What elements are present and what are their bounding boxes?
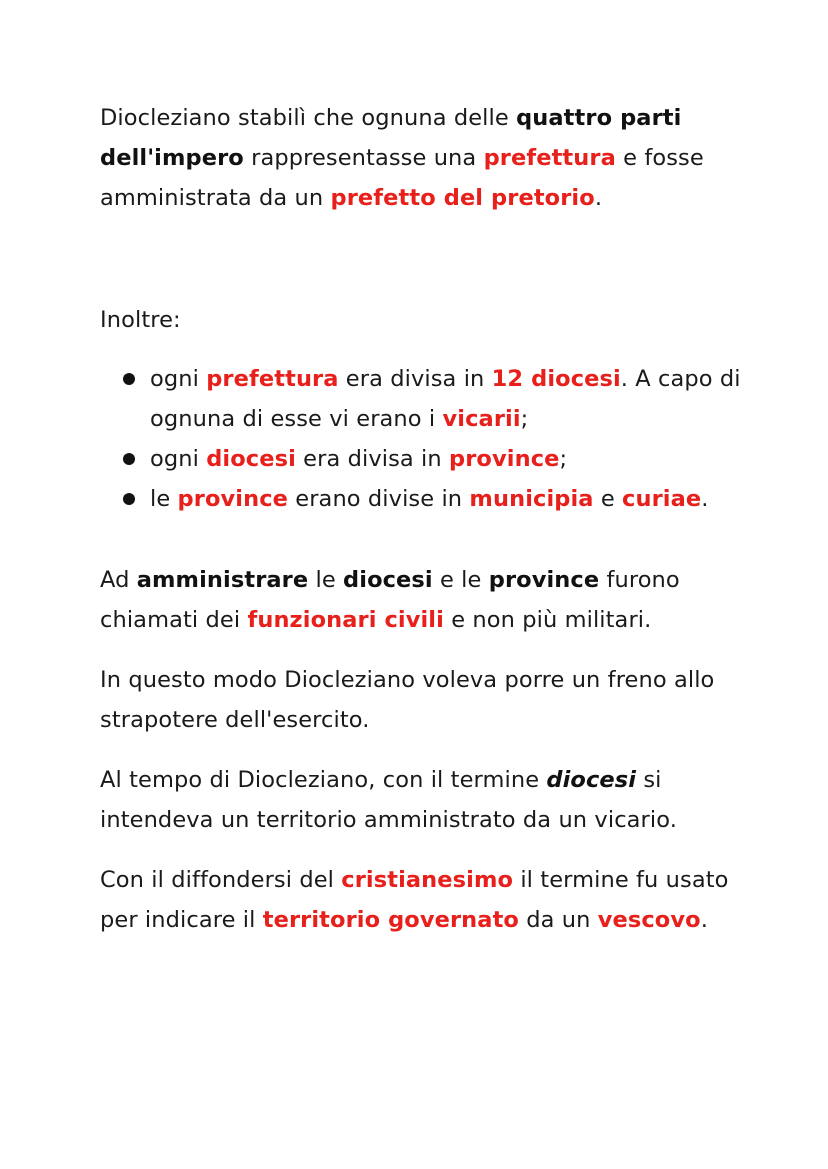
text-span: Ad [100, 567, 137, 593]
bullet-icon [123, 493, 135, 505]
paragraph-amministrare [100, 560, 760, 640]
paragraph-cristianesimo [100, 860, 760, 940]
text-span: e [593, 486, 623, 512]
bullet-icon [123, 453, 135, 465]
highlight-term: 12 diocesi [491, 366, 621, 392]
text-span: rappresentasse una [243, 145, 484, 171]
bold-term: diocesi [343, 567, 433, 593]
highlight-term: prefettura [206, 366, 339, 392]
bold-italic-term: diocesi [546, 767, 637, 793]
paragraph-intro [100, 98, 760, 218]
highlight-term: province [177, 486, 289, 512]
list-item [100, 439, 760, 479]
highlight-term: vescovo [597, 907, 701, 933]
bold-term: quattro parti dell'impero [100, 105, 682, 171]
text-span: e non più militari. [443, 607, 652, 633]
highlight-term: municipia [469, 486, 594, 512]
list-item [100, 359, 760, 439]
text-span: ; [520, 406, 529, 432]
text-span: da un [519, 907, 598, 933]
paragraph-diocesi-definition [100, 760, 760, 840]
highlight-term: diocesi [206, 446, 296, 472]
text-span: ogni [150, 446, 207, 472]
highlight-term: prefettura [483, 145, 616, 171]
paragraph-inoltre: Inoltre: [100, 307, 181, 333]
highlight-term: prefetto del pretorio [330, 185, 595, 211]
highlight-term: cristianesimo [341, 867, 514, 893]
highlight-term: curiae [622, 486, 702, 512]
document-page [100, 98, 760, 960]
text-span: era divisa in [295, 446, 450, 472]
text-span: Diocleziano stabilì che ognuna delle [100, 105, 517, 131]
text-span: era divisa in [338, 366, 492, 392]
text-span: e fosse amministrata da un [100, 145, 704, 211]
text-span: furono chiamati dei [100, 567, 680, 633]
text-span: . [594, 185, 603, 211]
highlight-term: vicarii [442, 406, 521, 432]
list-item [100, 479, 760, 519]
text-span: ; [559, 446, 568, 472]
bold-term: amministrare [136, 567, 309, 593]
text-span: . A capo di ognuna di esse vi erano i [150, 366, 741, 432]
highlight-term: province [449, 446, 560, 472]
bullet-icon [123, 373, 135, 385]
paragraph-freno: In questo modo Diocleziano voleva porre un freno allo strapotere dell'esercito. [100, 667, 715, 733]
text-span: il termine fu usato per indicare il [100, 867, 729, 933]
text-span: . [701, 486, 709, 512]
text-span: le [308, 567, 344, 593]
text-span: . [700, 907, 708, 933]
highlight-term: funzionari civili [247, 607, 444, 633]
text-span: si intendeva un territorio amministrato da un vicario. [100, 767, 677, 833]
bold-term: province [488, 567, 600, 593]
text-span: e le [432, 567, 489, 593]
highlight-term: territorio governato [262, 907, 519, 933]
text-span: Con il diffondersi del [100, 867, 342, 893]
bullet-list [100, 359, 760, 519]
text-span: le [150, 486, 178, 512]
text-span: Al tempo di Diocleziano, con il termine [100, 767, 547, 793]
text-span: erano divise in [288, 486, 470, 512]
text-span: ogni [150, 366, 207, 392]
